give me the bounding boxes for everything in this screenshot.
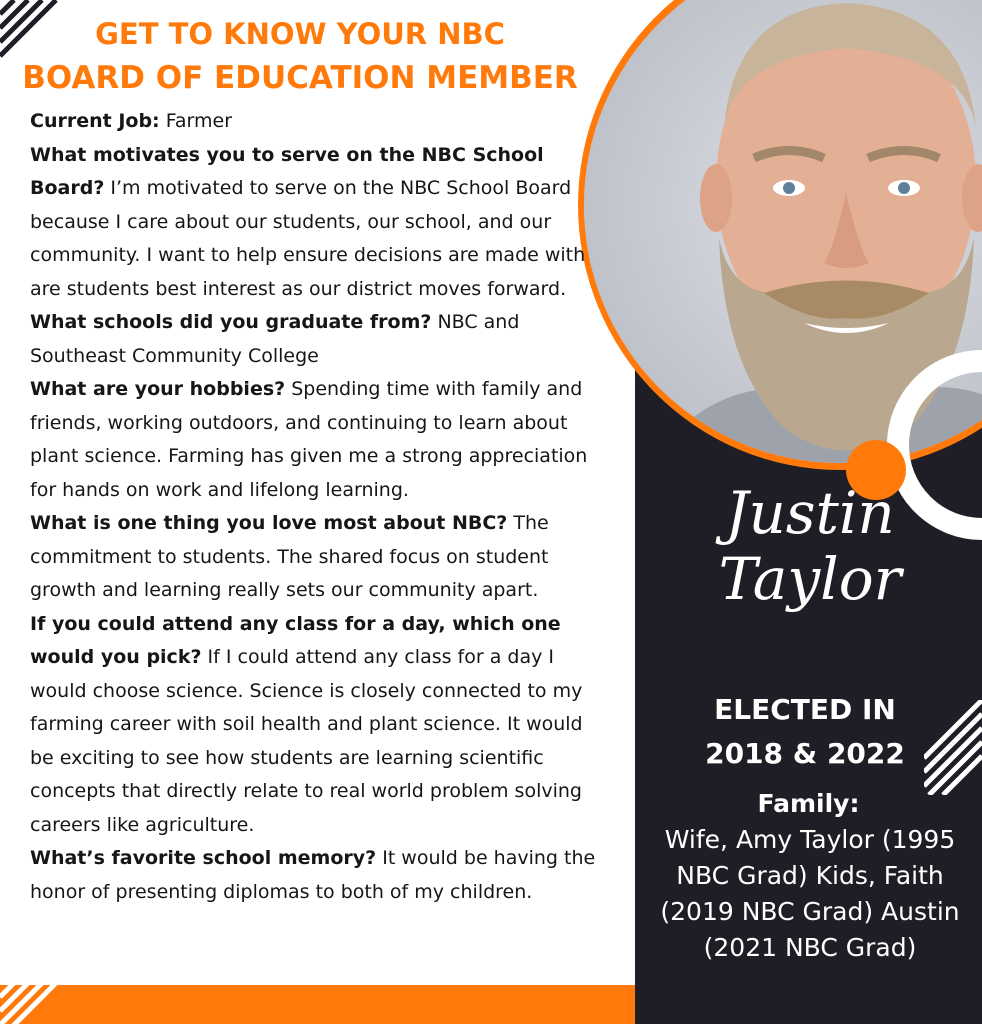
qa-item (30, 842, 600, 909)
title-line-2: BOARD OF EDUCATION MEMBER (22, 60, 578, 96)
qa-question: What are your hobbies? (30, 378, 286, 400)
qa-answer: NBC and Southeast Community College (30, 311, 520, 367)
last-name: Taylor (718, 545, 902, 613)
qa-answer: If I could attend any class for a day I would choose science. Science is closely connected to my farming career with soil health and plant science. It would be exciting to see how students are learning scientific concepts that directly relate to real world problem solving careers like agriculture. (30, 646, 583, 836)
qa-question: If you could attend any class for a day, which one would you pick? (30, 612, 561, 668)
qa-question: What is one thing you love most about NBC? (30, 512, 508, 534)
qa-answer: Spending time with family and friends, working outdoors, and continuing to learn about plant science. Farming has given me a strong appreciation for hands on work and lifelong learning. (30, 378, 588, 501)
qa-question: What motivates you to serve on the NBC School Board? (30, 143, 544, 199)
elected-years-value: 2018 & 2022 (705, 737, 905, 770)
family-heading: Family: (757, 789, 860, 818)
qa-question: What schools did you graduate from? (30, 311, 432, 333)
elected-label: ELECTED IN (714, 693, 896, 726)
qa-answer: The commitment to students. The shared focus on student growth and learning really sets our community apart. (30, 512, 549, 601)
qa-item (30, 373, 600, 507)
qa-item (30, 507, 600, 608)
qa-section (30, 105, 600, 909)
first-name: Justin (725, 479, 895, 547)
elected-years (660, 688, 950, 776)
diagonal-stripes-bottom-left (0, 975, 60, 1024)
qa-answer: Farmer (165, 110, 233, 132)
orange-footer-bar (0, 985, 635, 1024)
qa-answer: I’m motivated to serve on the NBC School Board because I care about our students, our school, and our community. I want to help ensure decisions are made with are students best interest as our district moves forward. (30, 177, 586, 300)
title-line-1: GET TO KNOW YOUR NBC (95, 17, 505, 51)
qa-item (30, 306, 600, 373)
qa-question: What’s favorite school memory? (30, 847, 377, 869)
qa-question: Current Job: (30, 110, 160, 132)
qa-item (30, 608, 600, 843)
qa-answer: It would be having the honor of presenting diplomas to both of my children. (30, 847, 596, 903)
page-title (0, 12, 600, 100)
qa-item (30, 139, 600, 307)
member-name-signature (690, 480, 930, 612)
qa-item (30, 105, 600, 139)
family-details: Wife, Amy Taylor (1995 NBC Grad) Kids, Faith (2019 NBC Grad) Austin (2021 NBC Grad) (660, 825, 960, 962)
